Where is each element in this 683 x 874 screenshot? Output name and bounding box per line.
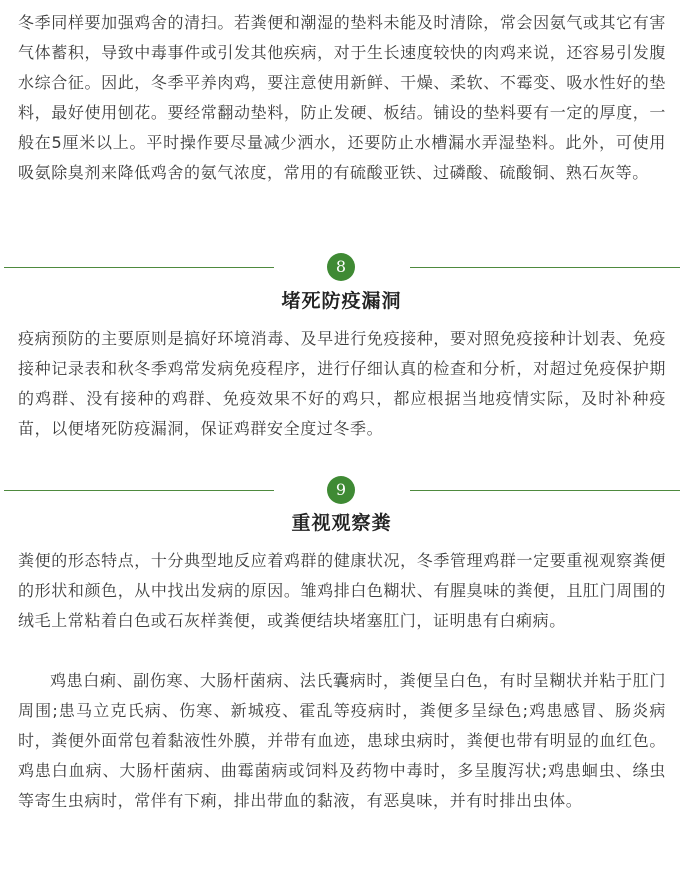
divider-line-right	[410, 267, 680, 268]
section9-paragraph-2: 鸡患白痢、副伤寒、大肠杆菌病、法氏囊病时，粪便呈白色，有时呈糊状并粘于肛门周围;患马立克氏病、伤寒、新城疫、霍乱等疫病时，粪便多呈绿色;鸡患感冒、肠炎病时，粪便外面常包着黏液性外膜，并带有血迹，患球虫病时，粪便也带有明显的血红色。鸡患白血病、大肠杆菌病、曲霉菌病或饲料及药物中毒时，多呈腹泻状;鸡患蛔虫、绦虫等寄生虫病时，常伴有下痢，排出带血的黏液，有恶臭味，并有时排出虫体。	[18, 671, 666, 810]
section9-paragraph-1: 粪便的形态特点，十分典型地反应着鸡群的健康状况，冬季管理鸡群一定要重视观察粪便的形状和颜色，从中找出发病的原因。雏鸡排白色糊状、有腥臭味的粪便，且肛门周围的绒毛上常粘着白色或石灰样粪便，或粪便结块堵塞肛门，证明患有白痢病。	[18, 551, 666, 630]
section8-number-badge: 8	[327, 253, 355, 281]
divider-line-left	[4, 490, 274, 491]
section9-title: 重视观察粪	[291, 512, 392, 534]
divider-line-right	[410, 490, 680, 491]
section8-title: 堵死防疫漏洞	[281, 290, 402, 312]
section8-paragraph: 疫病预防的主要原则是搞好环境消毒、及早进行免疫接种，要对照免疫接种计划表、免疫接种记录表和秋冬季鸡常发病免疫程序，进行仔细认真的检查和分析，对超过免疫保护期的鸡群、没有接种的鸡群、免疫效果不好的鸡只，都应根据当地疫情实际，及时补种疫苗，以便堵死防疫漏洞，保证鸡群安全度过冬季。	[18, 329, 666, 438]
section7-paragraph: 冬季同样要加强鸡舍的清扫。若粪便和潮湿的垫料未能及时清除，常会因氨气或其它有害气体蓄积，导致中毒事件或引发其他疾病，对于生长速度较快的肉鸡来说，还容易引发腹水综合征。因此，冬季平养肉鸡，要注意使用新鲜、干燥、柔软、不霉变、吸水性好的垫料，最好使用刨花。要经常翻动垫料，防止发硬、板结。铺设的垫料要有一定的厚度，一般在5厘米以上。平时操作要尽量减少洒水，还要防止水槽漏水弄湿垫料。此外，可使用吸氨除臭剂来降低鸡舍的氨气浓度，常用的有硫酸亚铁、过磷酸、硫酸铜、熟石灰等。	[18, 13, 666, 182]
divider-line-left	[4, 267, 274, 268]
section9-number-badge: 9	[327, 476, 355, 504]
